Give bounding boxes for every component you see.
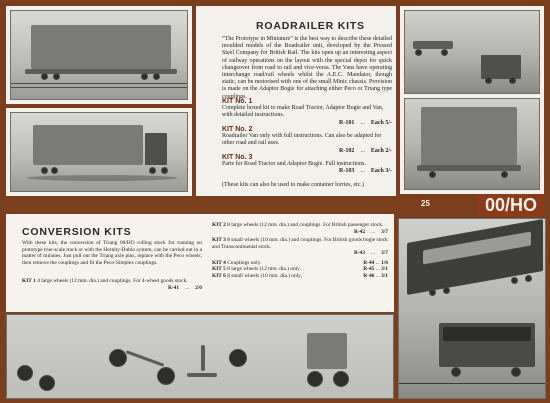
conversion-kit1-price-row (22, 285, 202, 292)
conversion-kit3-price: 3/7 (381, 250, 388, 256)
conversion-kit1-dots: ... (185, 284, 190, 291)
van-front-body (421, 107, 517, 165)
scale-badge: 00/HO (478, 194, 544, 216)
conversion-kit1-label: KIT 1 (22, 278, 36, 284)
conversion-kit5-dots: ... (375, 266, 380, 272)
photo-roadrailer-van-front (404, 98, 540, 190)
conversion-kit1-code: R-41 (167, 284, 180, 291)
coach-wheel (511, 277, 518, 284)
kit-1-dots: ... (360, 119, 365, 126)
photo-tractor-with-van (10, 112, 188, 192)
conversion-kit2-code: R-42 (353, 228, 366, 235)
conversion-kit4-text: Couplings only. (227, 259, 262, 266)
wagon-wheel (451, 367, 461, 377)
van-wheel (141, 73, 148, 80)
conversion-kit1-block (22, 278, 202, 291)
van-front-wheel (501, 171, 508, 178)
kit-3-text: Parts for Road Tractor and Adaptor Bogie. Full instructions. (222, 161, 366, 168)
conversion-kit5-code: R-45 (363, 266, 375, 272)
coach-wheel (525, 275, 532, 282)
ground-shadow (27, 175, 177, 181)
conversion-kit3-code: R-43 (353, 250, 366, 256)
part-wheelset (109, 349, 127, 367)
conversion-kit1-text: 4 large wheels (12 mm. dia.) and couplings. For 4-wheel goods stock. (37, 278, 188, 284)
tractor-cab-shape (145, 133, 167, 165)
conversion-kit5-label: KIT 5 (212, 266, 226, 272)
conversion-kit1-price: 2/6 (195, 284, 202, 291)
van-wheel (53, 73, 60, 80)
conversion-title: CONVERSION KITS (22, 226, 132, 238)
conversion-kit2-label: KIT 2 (212, 222, 226, 228)
tractor-wheel (509, 77, 516, 84)
conversion-kit3-dots: ... (371, 250, 376, 256)
kit-2-block (222, 126, 392, 155)
conversion-kit6-code: R-46 (363, 272, 375, 279)
page-number: 25 (421, 199, 430, 208)
coach-wheel (429, 289, 436, 296)
bogie-frame-shape (413, 41, 453, 49)
part-wheelset (307, 371, 323, 387)
conversion-intro: With these kits, the conversion of Triang 00/HO rolling stock for running on prototype true-scale track or with the Hornby-Dublo system, can be carried out in a matter of minutes. Just pull out the Triang axle pins, replace with the Peco wheels; then remove the couplings and fit the Peco-Simplex couplings. (22, 240, 202, 266)
tractor-wheel (149, 167, 156, 174)
conversion-kit6-text: 8 small wheels (10 mm. dia.) only. (227, 272, 302, 279)
kit-3-code: R-103 (338, 168, 355, 175)
rail-line (11, 87, 188, 88)
trailer-wheel (41, 167, 48, 174)
kit-1-price: Each 5/- (370, 119, 392, 126)
wagon-wheel (511, 367, 521, 377)
part-wheelset (229, 349, 247, 367)
conversion-kit3-block (212, 237, 388, 257)
conversion-kits-panel (6, 214, 394, 312)
conversion-kit2-dots: ... (371, 228, 376, 235)
coach-wheel (443, 287, 450, 294)
conversion-kit5-text: 8 large wheels (12 mm. dia.) only. (227, 266, 301, 272)
photo-panel-van-on-track (6, 6, 192, 104)
kit-2-text: Roadrailer Van only with full instructions. Can also be adapted for other road and rail uses. (222, 133, 382, 147)
kit-3-block (222, 154, 392, 176)
photo-roadrailer-van-on-track (10, 10, 188, 100)
part-wheelset (17, 365, 33, 381)
wagon-load-shape (443, 327, 531, 341)
conversion-kit6-row (212, 273, 388, 280)
conversion-kit6-label: KIT 6 (212, 272, 226, 279)
part-coupling (201, 345, 205, 371)
conversion-kit4-code: R-44 (363, 259, 375, 266)
roadrailer-intro: “The Prototype in Miniature” is the best way to describe these detailed moulded models of the Roadrailer unit, developed by the Pressed Steel Company for British Rail. The kits open up an interesting aspect of railway operations on the layout with the special depot for quick changeover from road to rail and vice-versa. The Vans have operating interchange road/rail wheels whilst the A.E.C. Mandator, though static, can be motorised with one of the small Minic chassis. Provision is made on the Adaptor Bogie for attaching either Peco or Triang type couplings. (222, 36, 392, 100)
photo-rolling-stock (398, 218, 546, 399)
kit-3-dots: ... (360, 168, 365, 175)
conversion-kit4-dots: ... (375, 259, 380, 266)
photo-bogie-and-tractor (404, 10, 540, 94)
kit-1-text: Complete boxed kit to make Road Tractor, Adaptor Bogie and Van, with detailed instructions. (222, 105, 384, 119)
kit-2-code: R-102 (338, 147, 355, 154)
bogie-wheel (415, 49, 422, 56)
kit-1-code: R-101 (338, 119, 355, 126)
kit-2-heading: KIT No. 2 (222, 126, 253, 133)
van-wheel (153, 73, 160, 80)
van-front-wheel (429, 171, 436, 178)
roadrailer-title: ROADRAILER KITS (256, 20, 365, 32)
rail-line (399, 383, 546, 384)
conversion-kit2-text: 8 large wheels (12 mm. dia.) and couplings. For British passenger stock. (227, 222, 384, 228)
roadrailer-text-panel (196, 6, 396, 196)
van-body-shape (31, 25, 171, 69)
bogie-wheel (441, 49, 448, 56)
photo-conversion-parts (6, 314, 394, 399)
photo-panel-parts (400, 6, 544, 194)
tractor-wheel (161, 167, 168, 174)
conversion-right-column (212, 222, 388, 279)
van-wheel (41, 73, 48, 80)
conversion-kit4-label: KIT 4 (212, 259, 226, 266)
kit-3-price: Each 3/- (370, 168, 392, 175)
kit-2-dots: ... (360, 147, 365, 154)
roadrailer-footnote: (These kits can also be used to make container lorries, etc.) (222, 182, 364, 188)
part-wheelset (333, 371, 349, 387)
trailer-body-shape (33, 125, 143, 165)
part-wheelset (157, 367, 175, 385)
trailer-wheel (51, 167, 58, 174)
conversion-kit2-price-row (212, 229, 388, 236)
conversion-kit6-dots: ... (375, 272, 380, 279)
photo-panel-tractor-van (6, 108, 192, 196)
kit-2-price: Each 2/- (370, 147, 392, 154)
conversion-kit3-text: 8 small wheels (10 mm. dia.) and couplings. For British goods bogie stock and Transcontinental stock. (212, 237, 388, 250)
conversion-kit2-price: 3/7 (381, 228, 388, 235)
conversion-kit3-label: KIT 3 (212, 237, 226, 243)
part-wheelset (39, 375, 55, 391)
kit-1-block (222, 98, 392, 127)
conversion-kit3-price-row (212, 250, 388, 257)
tractor-wheel (485, 77, 492, 84)
conversion-kit6-price: 3/1 (381, 272, 388, 279)
conversion-kit5-price: 3/1 (381, 266, 388, 272)
part-axle (126, 350, 165, 366)
tractor-unit-shape (481, 55, 521, 79)
kit-3-heading: KIT No. 3 (222, 154, 253, 161)
kit-3-price-row (222, 168, 392, 175)
rail-line (11, 83, 188, 84)
part-bogie-assembly (307, 333, 347, 369)
kit-1-heading: KIT No. 1 (222, 98, 253, 105)
conversion-kit2-block (212, 222, 388, 235)
part-coupling (187, 373, 217, 377)
conversion-kit4-price: 1/6 (381, 259, 388, 266)
